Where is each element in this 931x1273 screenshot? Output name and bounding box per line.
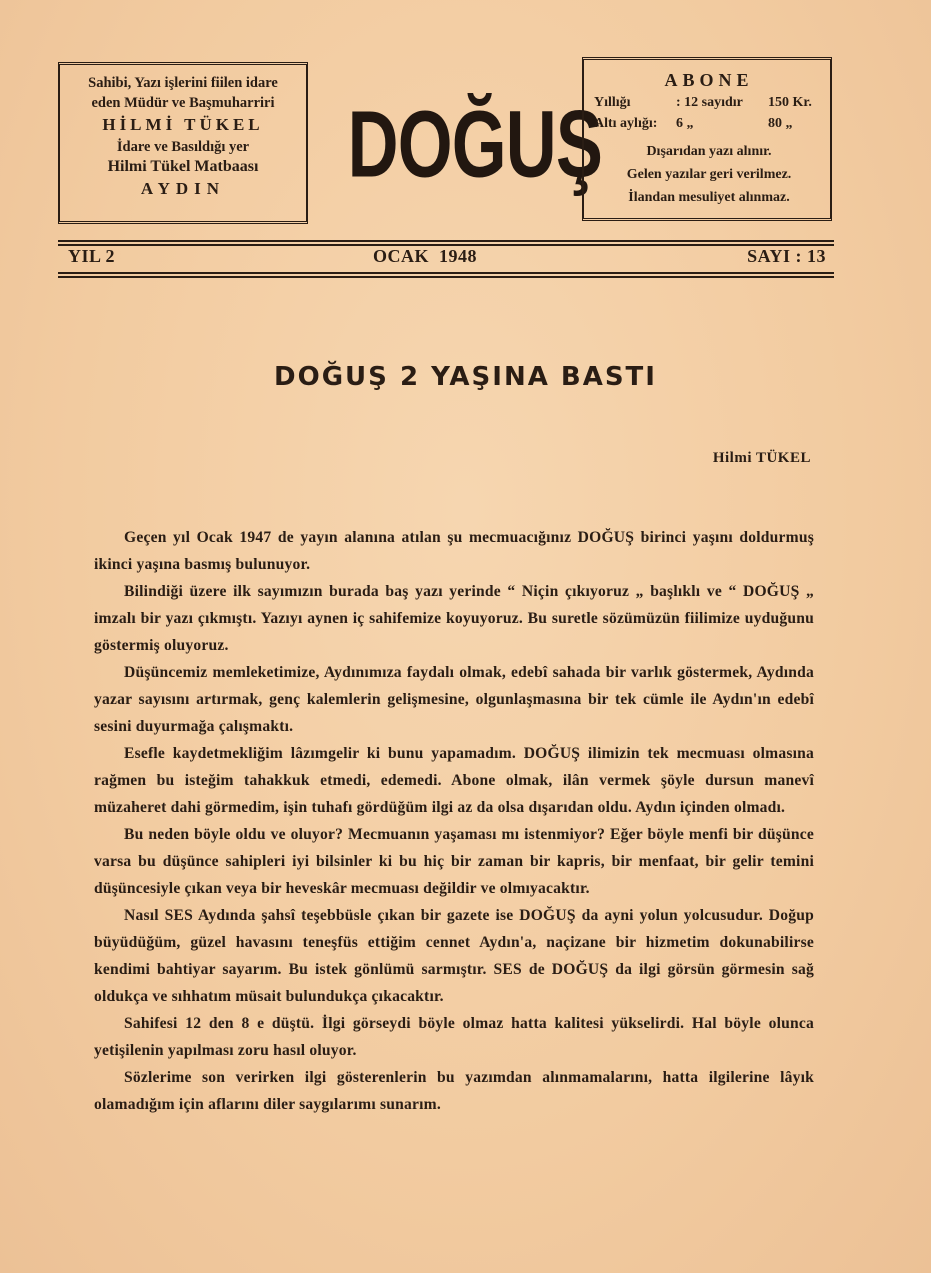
dateline-issue: SAYI : 13 <box>747 246 826 266</box>
publisher-line-2: eden Müdür ve Başmuharriri <box>91 95 275 111</box>
article-paragraph: Düşüncemiz memleketimize, Aydınımıza faydalı olmak, edebî sahada bir varlık göstermek, Aydında yazar sayısını artırmak, genç kalemlerin gelişmesine, olgunlaşmasına bir tek cümle ile Aydın'ın edebî sesini duyurmağa çalışmaktı. <box>94 664 814 735</box>
article-paragraph: Bilindiği üzere ilk sayımızın burada baş yazı yerinde “ Niçin çıkıyoruz „ başlıklı ve “ DOĞUŞ „ imzalı bir yazı çıkmıştı. Yazıyı aynen iç sahifemize koyuyoruz. Bu suretle sözümüzün fiilimize uyduğunu göstermiş oluyoruz. <box>94 583 814 654</box>
subscription-price: 80 „ <box>768 116 793 131</box>
article-body <box>94 524 814 1118</box>
subscription-note: İlandan mesuliyet alınmaz. <box>628 190 790 205</box>
publisher-city: AYDIN <box>140 179 226 198</box>
article-paragraph: Bu neden böyle oldu ve oluyor? Mecmuanın yaşaması mı istenmiyor? Eğer böyle menfi bir düşünce varsa bu düşünce sahipleri iyi bilsinler ki bu hiç bir zaman bir kapris, bir menfaat, bir gelir temini düşüncesiyle çıkan veya bir heveskâr mecmuası değildir ve olmıyacaktır. <box>94 826 814 897</box>
publisher-name: HİLMİ TÜKEL <box>102 115 264 134</box>
subscription-note: Gelen yazılar geri verilmez. <box>626 167 792 182</box>
subscription-price: 150 Kr. <box>768 95 812 110</box>
dateline-date: OCAK 1948 <box>373 246 477 266</box>
publisher-line-4: Hilmi Tükel Matbaası <box>107 158 259 175</box>
subscription-label: Yıllığı <box>594 95 631 110</box>
subscription-row <box>594 92 824 113</box>
dateline-bottom-rule-2 <box>58 276 834 278</box>
publisher-line-3: İdare ve Basıldığı yer <box>116 139 250 155</box>
masthead-title: DOĞUŞ <box>347 92 603 198</box>
subscription-title: ABONE <box>664 70 754 90</box>
dateline-year: YIL 2 <box>68 246 116 266</box>
article-paragraph: Esefle kaydetmekliğim lâzımgelir ki bunu yapamadım. DOĞUŞ ilimizin tek mecmuası olmasına rağmen bu isteğim tahakkuk etmedi, edemedi. Abone olmak, ilân vermek şöyle dursun manevî müzaheret dahi görmedim, işin tuhafı gördüğüm ilgi az da olsa dışarıdan oldu. Aydın içinden olmadı. <box>94 745 814 816</box>
article-headline: DOĞUŞ 2 YAŞINA BASTI <box>274 362 657 392</box>
article-paragraph: Geçen yıl Ocak 1947 de yayın alanına atılan şu mecmuacığınız DOĞUŞ birinci yaşını doldurmuş ikinci yaşına basmış bulunuyor. <box>94 529 814 573</box>
subscription-note: Dışarıdan yazı alınır. <box>646 144 772 159</box>
subscription-label: Altı aylığı: <box>594 116 658 131</box>
subscription-row <box>594 113 824 134</box>
article-paragraph: Nasıl SES Aydında şahsî teşebbüsle çıkan bir gazete ise DOĞUŞ da ayni yolun yolcusudur. Doğup büyüdüğüm, güzel havasını teneşfüs ettiğim cennet Aydın'a, naçizane bir hizmetim dokunabilirse kendimi bahtiyar sayarım. Bu istek gönlümü sarmıştır. SES de DOĞUŞ da ilgi görsün görmesin sağ oldukça ve sıhhatım müsait bulundukça çıkacaktır. <box>94 907 814 1005</box>
dateline-top-rule <box>58 240 834 242</box>
publisher-box <box>58 62 308 224</box>
article-author: Hilmi TÜKEL <box>712 450 811 466</box>
subscription-qty: 6 „ <box>676 116 694 131</box>
dateline-bottom-rule <box>58 272 834 274</box>
article-paragraph: Sahifesi 12 den 8 e düştü. İlgi görseydi böyle olmaz hatta kalitesi yükselirdi. Hal böyle olunca yetişilenin yapılması zoru hasıl oluyor. <box>94 1015 814 1059</box>
article-paragraph: Sözlerime son verirken ilgi gösterenlerin bu yazımdan alınmamalarını, hatta ilgilerine lâyık olamadığım için aflarını diler saygılarımı sunarım. <box>94 1069 814 1113</box>
subscription-qty: : 12 sayıdır <box>676 95 743 110</box>
publisher-line-1: Sahibi, Yazı işlerini fiilen idare <box>88 75 278 91</box>
subscription-box <box>582 57 832 221</box>
dateline <box>68 246 826 270</box>
